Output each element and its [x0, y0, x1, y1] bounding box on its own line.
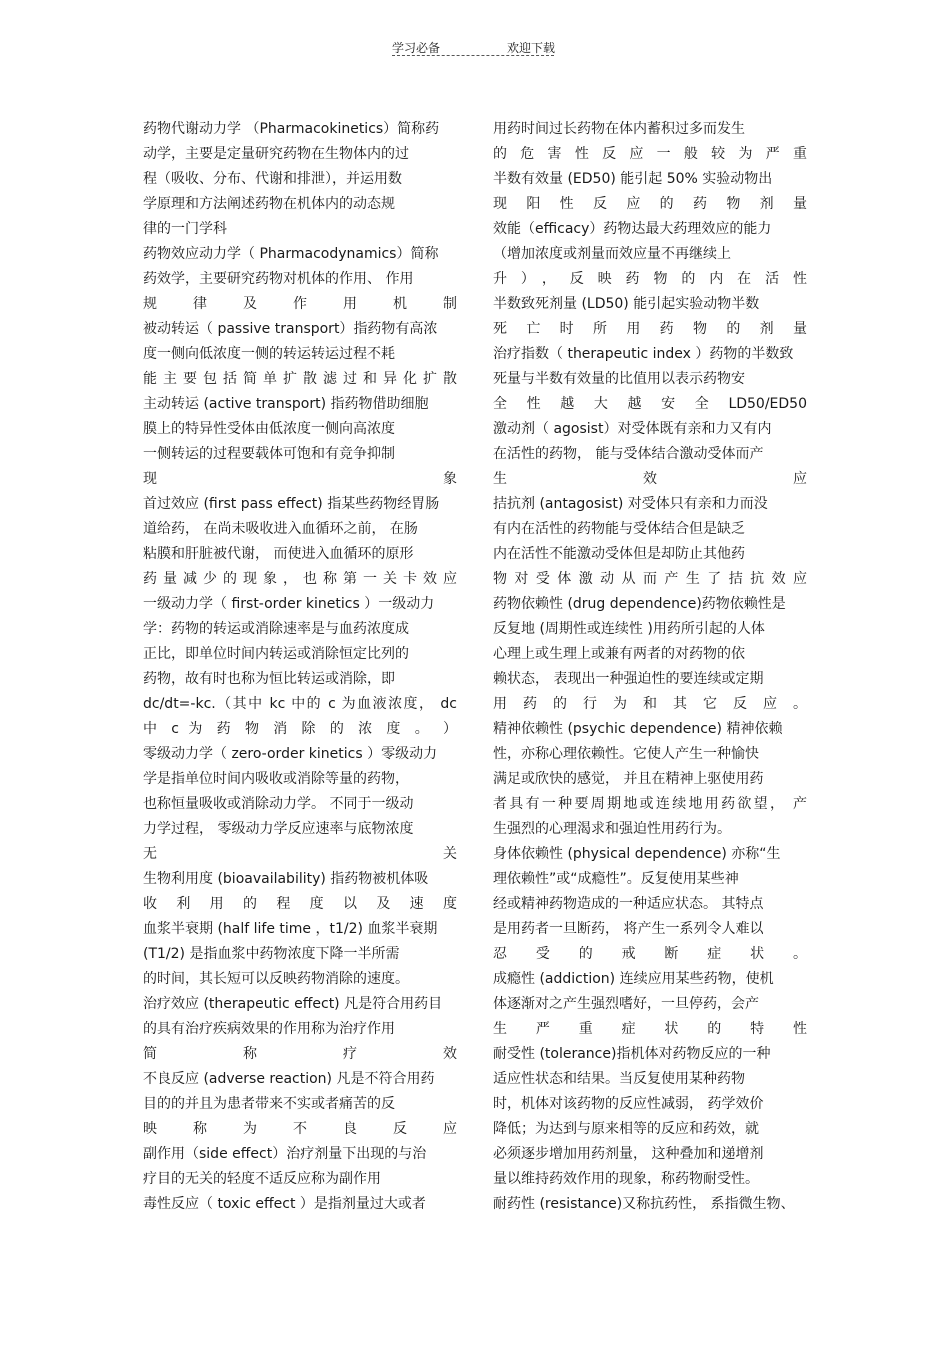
text-line: 简 称 疗 效: [143, 1046, 457, 1062]
text-line: 满足或欣快的感觉， 并且在精神上驱使用药: [493, 771, 764, 787]
text-line: （增加浓度或剂量而效应量不再继续上: [493, 246, 731, 262]
text-line: 药物效应动力学（ Pharmacodynamics）简称: [143, 246, 439, 262]
text-line: 中 c 为 药 物 消 除 的 浓 度 。 ）: [143, 721, 457, 737]
text-line: 的危害性反应一般较为严重: [493, 146, 807, 162]
text-line: 被动转运（ passive transport）指药物有高浓: [143, 321, 438, 337]
text-line: 死 亡 时 所 用 药 物 的 剂 量: [493, 321, 807, 337]
text-line: 物对受体激动从而产生了拮抗效应: [493, 571, 807, 587]
text-line: 的时间，其长短可以反映药物消除的速度。: [143, 971, 409, 987]
text-line: 生 效 应: [493, 471, 807, 487]
text-line: (T1/2) 是指血浆中药物浓度下降一半所需: [143, 946, 400, 962]
text-line: 必须逐步增加用药剂量， 这种叠加和递增剂: [493, 1146, 764, 1162]
text-line: 耐药性 (resistance)又称抗药性， 系指微生物、: [493, 1196, 795, 1212]
text-line: 反复地 (周期性或连续性 )用药所引起的人体: [493, 621, 765, 637]
text-line: 目的的并且为患者带来不实或者痛苦的反: [143, 1096, 395, 1112]
text-line: 学原理和方法阐述药物在机体内的动态规: [143, 196, 395, 212]
left-column: [143, 117, 457, 1217]
text-line: 血浆半衰期 (half life time ，t1/2) 血浆半衰期: [143, 921, 438, 937]
text-line: 治疗指数（ therapeutic index ）药物的半数致: [493, 346, 794, 362]
text-line: 映 称 为 不 良 反 应: [143, 1121, 457, 1137]
text-line: 无 关: [143, 846, 457, 862]
header-right-text: 欢迎下载: [507, 41, 556, 55]
text-line: 律的一门学科: [143, 221, 227, 237]
text-line: 首过效应 (first pass effect) 指某些药物经胃肠: [143, 496, 440, 512]
text-line: 经或精神药物造成的一种适应状态。 其特点: [493, 896, 764, 912]
text-line: 量以维持药效作用的现象，称药物耐受性。: [493, 1171, 759, 1187]
text-line: 程（吸收、分布、代谢和排泄），并运用数: [143, 171, 402, 187]
text-line: 动学，主要是定量研究药物在生物体内的过: [143, 146, 409, 162]
text-line: 者具有一种要周期地或连续地用药欲望， 产: [493, 796, 807, 812]
text-line: 半数致死剂量 (LD50) 能引起实验动物半数: [493, 296, 760, 312]
text-line: 心理上或生理上或兼有两者的对药物的依: [493, 646, 745, 662]
header-left-text: 学习必备: [392, 41, 441, 55]
text-line: 时，机体对该药物的反应性减弱， 药学效价: [493, 1096, 764, 1112]
text-line: 一侧转运的过程要载体可饱和有竞争抑制: [143, 446, 395, 462]
text-line: 学：药物的转运或消除速率是与血药浓度成: [143, 621, 409, 637]
text-line: 忍 受 的 戒 断 症 状 。: [493, 946, 807, 962]
text-line: 内在活性不能激动受体但是却防止其他药: [493, 546, 745, 562]
text-line: 死量与半数有效量的比值用以表示药物安: [493, 371, 745, 387]
text-line: 药物，故有时也称为恒比转运或消除，即: [143, 671, 395, 687]
text-line: 不良反应 (adverse reaction) 凡是不符合用药: [143, 1071, 435, 1087]
text-line: 体逐渐对之产生强烈嗜好，一旦停药，会产: [493, 996, 759, 1012]
text-line: 主动转运 (active transport) 指药物借助细胞: [143, 396, 429, 412]
text-line: 副作用（side effect）治疗剂量下出现的与治: [143, 1146, 427, 1162]
text-line: 生物利用度 (bioavailability) 指药物被机体吸: [143, 871, 429, 887]
text-line: 生 严 重 症 状 的 特 性: [493, 1021, 807, 1037]
text-line: 收 利 用 的 程 度 以 及 速 度: [143, 896, 457, 912]
text-line: 也称恒量吸收或消除动力学。 不同于一级动: [143, 796, 414, 812]
text-line: 能主要包括简单扩散滤过和异化扩散: [143, 371, 457, 387]
text-line: 道给药， 在尚未吸收进入血循环之前， 在肠: [143, 521, 418, 537]
text-line: 耐受性 (tolerance)指机体对药物反应的一种: [493, 1046, 771, 1062]
text-line: 用药时间过长药物在体内蓄积过多而发生: [493, 121, 745, 137]
text-line: 一级动力学（ first-order kinetics ）一级动力: [143, 596, 435, 612]
text-line: 现 阳 性 反 应 的 药 物 剂 量: [493, 196, 807, 212]
text-line: 赖状态， 表现出一种强迫性的要连续或定期: [493, 671, 764, 687]
text-line: 度一侧向低浓度一侧的转运转运过程不耗: [143, 346, 395, 362]
text-line: 药物依赖性 (drug dependence)药物依赖性是: [493, 596, 786, 612]
text-line: 现 象: [143, 471, 457, 487]
text-line: dc/dt=-kc.（其中 kc 中的 c 为血液浓度， dc: [143, 696, 457, 712]
text-line: 治疗效应 (therapeutic effect) 凡是符合用药目: [143, 996, 443, 1012]
text-line: 毒性反应（ toxic effect ）是指剂量过大或者: [143, 1196, 426, 1212]
text-line: 零级动力学（ zero-order kinetics ）零级动力: [143, 746, 438, 762]
text-line: 粘膜和肝脏被代谢， 而使进入血循环的原形: [143, 546, 414, 562]
text-line: 药效学，主要研究药物对机体的作用、 作用: [143, 271, 414, 287]
text-line: 力学过程， 零级动力学反应速率与底物浓度: [143, 821, 414, 837]
text-line: 药量减少的现象，也称第一关卡效应: [143, 571, 457, 587]
text-line: 升），反映药物的内在活性: [493, 271, 807, 287]
text-line: 疗目的无关的轻度不适反应称为副作用: [143, 1171, 381, 1187]
text-line: 学是指单位时间内吸收或消除等量的药物，: [143, 771, 409, 787]
text-line: 理依赖性”或“成瘾性”。反复使用某些神: [493, 871, 739, 887]
text-line: 降低；为达到与原来相等的反应和药效，就: [493, 1121, 759, 1137]
text-line: 膜上的特异性受体由低浓度一侧向高浓度: [143, 421, 395, 437]
text-line: 全 性 越 大 越 安 全 LD50/ED50: [493, 396, 807, 412]
text-line: 性，亦称心理依赖性。它使人产生一种愉快: [493, 746, 759, 762]
text-line: 是用药者一旦断药， 将产生一系列令人难以: [493, 921, 764, 937]
text-line: 成瘾性 (addiction) 连续应用某些药物，使机: [493, 971, 774, 987]
text-line: 适应性状态和结果。当反复使用某种药物: [493, 1071, 745, 1087]
text-line: 正比，即单位时间内转运或消除恒定比列的: [143, 646, 409, 662]
text-line: 激动剂（ agosist）对受体既有亲和力又有内: [493, 421, 772, 437]
text-line: 规 律 及 作 用 机 制: [143, 296, 457, 312]
text-line: 用 药 的 行 为 和 其 它 反 应 。: [493, 696, 807, 712]
text-line: 拮抗剂 (antagosist) 对受体只有亲和力而没: [493, 496, 768, 512]
text-line: 身体依赖性 (physical dependence) 亦称“生: [493, 846, 781, 862]
text-line: 精神依赖性 (psychic dependence) 精神依赖: [493, 721, 783, 737]
text-line: 有内在活性的药物能与受体结合但是缺乏: [493, 521, 745, 537]
text-line: 半数有效量 (ED50) 能引起 50% 实验动物出: [493, 171, 773, 187]
header-divider: [392, 55, 554, 56]
right-column: [493, 117, 807, 1217]
text-line: 药物代谢动力学 （Pharmacokinetics）简称药: [143, 121, 440, 137]
text-line: 生强烈的心理渴求和强迫性用药行为。: [493, 821, 731, 837]
text-line: 效能（efficacy）药物达最大药理效应的能力: [493, 221, 772, 237]
text-line: 在活性的药物， 能与受体结合激动受体而产: [493, 446, 764, 462]
text-line: 的具有治疗疾病效果的作用称为治疗作用: [143, 1021, 395, 1037]
